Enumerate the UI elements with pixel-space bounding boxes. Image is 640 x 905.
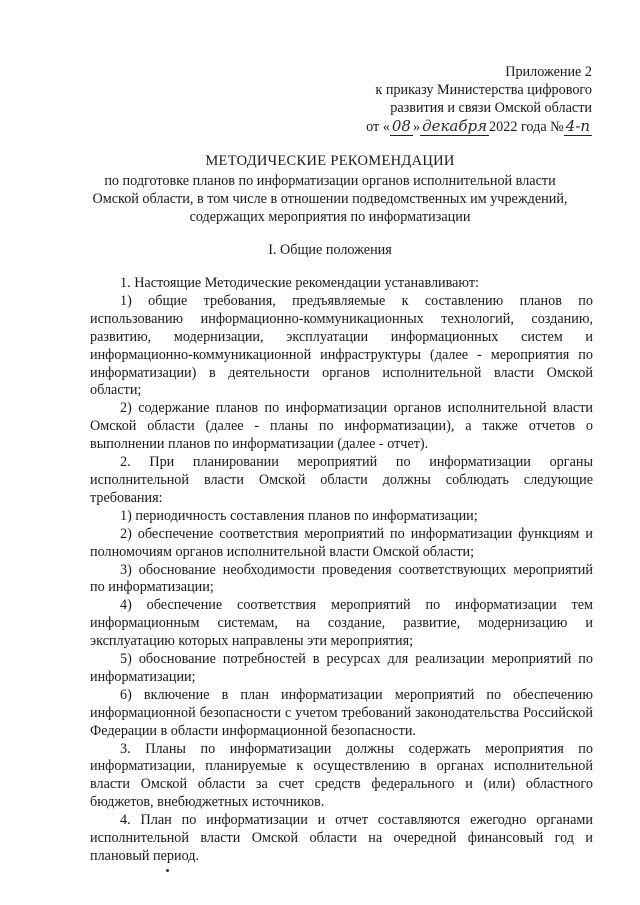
- appendix-ministry-line: развития и связи Омской области: [390, 100, 592, 116]
- scan-speck: [166, 869, 169, 872]
- date-separator: »: [412, 119, 421, 135]
- appendix-title: Приложение 2: [505, 64, 592, 80]
- paragraph: 6) включение в план информатизации мероприятий по обеспечению информационной безопасности с учетом требований законодательства Российской Федерации в области информационной безопасности.: [90, 686, 593, 739]
- appendix-order-line: к приказу Министерства цифрового: [375, 82, 592, 98]
- paragraph: 1) общие требования, предъявляемые к составлению планов по использованию информационно-коммуникационных технологий, созданию, развитию, модернизации, эксплуатации информационных систем и информационно-коммуникационной инфраструктуры (далее - мероприятия по информатизации) в деятельности органов исполнительной власти Омской области;: [90, 292, 593, 399]
- section-heading: I. Общие положения: [268, 242, 392, 258]
- paragraph: 5) обоснование потребностей в ресурсах для реализации мероприятий по информатизации;: [90, 651, 593, 685]
- paragraph: 3) обоснование необходимости проведения соответствующих мероприятий по информатизации;: [90, 561, 593, 596]
- paragraph: 1) периодичность составления планов по информатизации;: [120, 507, 478, 524]
- appendix-header: [292, 63, 592, 136]
- date-day-handwritten: 08: [391, 117, 411, 135]
- paragraph: 2) обеспечение соответствия мероприятий по информатизации функциям и полномочиям органов исполнительной власти Омской области;: [90, 525, 593, 560]
- paragraph: 2) содержание планов по информатизации органов исполнительной власти Омской области (далее - планы по информатизации), а также отчетов о выполнении планов по информатизации (далее - отчет).: [90, 400, 593, 453]
- date-year: 2022 года №: [489, 119, 564, 135]
- document-subtitle-line-1: по подготовке планов по информатизации органов исполнительной власти: [104, 173, 556, 189]
- document-body: [90, 275, 593, 866]
- paragraph: 3. Планы по информатизации должны содержать мероприятия по информатизации, планируемые к осуществлению в органах исполнительной власти Омской области за счет средств федерального и (или) областного бюджетов, внебюджетных источников.: [90, 740, 593, 811]
- order-number-handwritten: 4-п: [565, 117, 590, 135]
- date-month-handwritten: декабря: [422, 117, 488, 135]
- document-subtitle-line-3: содержащих мероприятия по информатизации: [189, 209, 471, 225]
- paragraph: 4. План по информатизации и отчет составляются ежегодно органами исполнительной власти Омской области на очередной финансовый год и плановый период.: [90, 812, 593, 864]
- appendix-date-line: [292, 117, 592, 136]
- document-title-block: [70, 152, 590, 226]
- paragraph: 4) обеспечение соответствия мероприятий по информатизации тем информационным системам, на создание, развитие, модернизацию и эксплуатацию которых направлены эти мероприятия;: [90, 597, 593, 650]
- document-title: МЕТОДИЧЕСКИЕ РЕКОМЕНДАЦИИ: [205, 153, 455, 169]
- paragraph: 1. Настоящие Методические рекомендации устанавливают:: [120, 275, 479, 291]
- document-subtitle-line-2: Омской области, в том числе в отношении подведомственных им учреждений,: [92, 191, 568, 207]
- paragraph: 2. При планировании мероприятий по информатизации органы исполнительной власти Омской области должны соблюдать следующие требования:: [90, 454, 593, 506]
- date-prefix: от «: [366, 119, 390, 135]
